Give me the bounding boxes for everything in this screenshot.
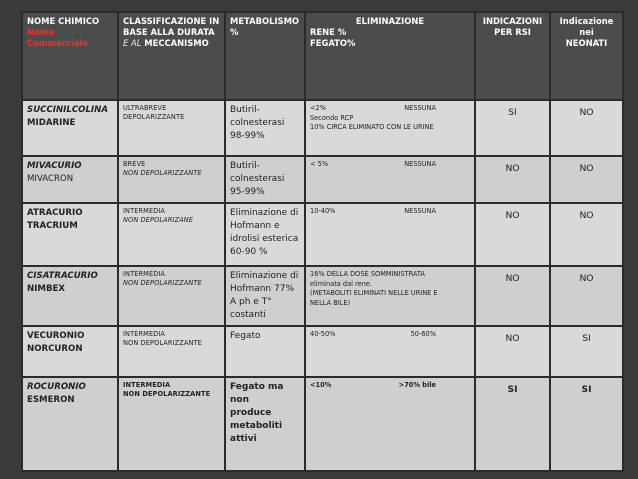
elimination-rene: <2% <box>310 104 326 112</box>
header-rsi <box>475 12 550 100</box>
header-elim-fegato: FEGATO% <box>310 38 356 48</box>
chemical-name: MIVACURIO <box>27 161 82 171</box>
header-elim-title: ELIMINAZIONE <box>355 16 425 26</box>
metabolism-line: metaboliti <box>230 421 283 431</box>
classification-mechanism: NON DEPOLARIZANE <box>123 216 193 224</box>
elimination-line <box>310 207 470 217</box>
drug-name-cell <box>22 156 118 203</box>
header-nome-chimico: NOME CHIMICO <box>27 16 100 26</box>
classification-mechanism: NON DEPOLARIZZANTE <box>123 339 202 347</box>
metabolism-line: Eliminazione di <box>230 208 299 218</box>
elimination-cell <box>305 377 475 471</box>
elimination-line <box>310 330 470 340</box>
elimination-line: 16% DELLA DOSE SOMMINISTRATA <box>310 270 425 278</box>
classification-duration: INTERMEDIA <box>123 207 166 215</box>
classification-duration: INTERMEDIA <box>123 381 171 389</box>
classification-duration: ULTRABREVE <box>123 104 167 112</box>
metabolism-line: colnesterasi <box>230 174 285 184</box>
elimination-fegato: NESSUNA <box>404 160 436 168</box>
header-rsi-line2: PER RSI <box>494 27 531 37</box>
elimination-cell <box>305 203 475 266</box>
table-row <box>22 266 623 326</box>
metabolism-line: colnesterasi <box>230 118 285 128</box>
header-class-line1: CLASSIFICAZIONE IN <box>123 16 220 26</box>
elimination-cell <box>305 156 475 203</box>
rsi-indication: NO <box>475 326 550 377</box>
table-row <box>22 377 623 471</box>
metabolism-cell <box>225 156 305 203</box>
metabolism-line: produce <box>230 408 272 418</box>
chemical-name: SUCCINILCOLINA <box>27 105 108 115</box>
header-neonati-line2: nei <box>579 27 594 37</box>
metabolism-line: Eliminazione di <box>230 271 299 281</box>
header-commerciale-label: Commerciale <box>27 38 89 48</box>
metabolism-cell <box>225 203 305 266</box>
header-class-meccanismo: MECCANISMO <box>144 38 209 48</box>
classification-cell <box>118 156 225 203</box>
rsi-indication: SI <box>475 377 550 471</box>
rsi-indication: SI <box>475 100 550 156</box>
header-metabolismo <box>225 12 305 100</box>
elimination-line: 10% CIRCA ELIMINATO CON LE URINE <box>310 123 434 131</box>
elimination-rene: <10% <box>310 381 332 389</box>
classification-cell <box>118 203 225 266</box>
table-row <box>22 156 623 203</box>
classification-duration: BREVE <box>123 160 146 168</box>
drug-name-cell <box>22 326 118 377</box>
table-row <box>22 203 623 266</box>
elimination-cell <box>305 326 475 377</box>
classification-duration: INTERMEDIA <box>123 270 166 278</box>
commercial-name: MIDARINE <box>27 118 76 128</box>
rsi-indication: NO <box>475 203 550 266</box>
metabolism-line: idrolisi esterica <box>230 234 299 244</box>
elimination-line: eliminata dal rene. <box>310 279 373 288</box>
chemical-name: ATRACURIO <box>27 208 83 218</box>
header-neonati-line3: NEONATI <box>565 38 608 48</box>
classification-cell <box>118 100 225 156</box>
metabolism-line: 95-99% <box>230 187 265 197</box>
drug-name-cell <box>22 100 118 156</box>
classification-cell <box>118 266 225 326</box>
classification-mechanism: DEPOLARIZZANTE <box>123 113 185 121</box>
neonati-indication: NO <box>550 203 623 266</box>
header-nome <box>22 12 118 100</box>
chemical-name: CISATRACURIO <box>27 271 98 281</box>
neonati-indication: NO <box>550 100 623 156</box>
classification-cell <box>118 377 225 471</box>
elimination-fegato: >70% bile <box>398 381 436 389</box>
header-neonati-line1: Indicazione <box>559 16 614 26</box>
elimination-line: Secondo RCP <box>310 113 354 122</box>
header-class-line3 <box>123 38 220 49</box>
drug-name-cell <box>22 203 118 266</box>
elimination-rene: 10-40% <box>310 207 336 215</box>
metabolism-line: A ph e T° <box>230 297 272 307</box>
elimination-rene: < 5% <box>310 160 329 168</box>
classification-mechanism: NON DEPOLARIZZANTE <box>123 169 202 177</box>
drug-name-cell <box>22 266 118 326</box>
commercial-name: NORCURON <box>27 344 83 354</box>
commercial-name: NIMBEX <box>27 284 65 294</box>
neonati-indication: SI <box>550 377 623 471</box>
metabolism-line: 98-99% <box>230 131 265 141</box>
neonati-indication: NO <box>550 266 623 326</box>
header-class-line2: BASE ALLA DURATA <box>123 27 215 37</box>
header-elim-rene: RENE % <box>310 27 347 37</box>
header-eliminazione <box>305 12 475 100</box>
metabolism-line: Butiril- <box>230 161 260 171</box>
table-row <box>22 100 623 156</box>
drug-name-cell <box>22 377 118 471</box>
elimination-rene: 40-50% <box>310 330 336 338</box>
rsi-indication: NO <box>475 266 550 326</box>
neonati-indication: NO <box>550 156 623 203</box>
metabolism-line: Fegato ma non <box>230 382 284 405</box>
table-row <box>22 326 623 377</box>
metabolism-line: Hofmann e <box>230 221 280 231</box>
metabolism-line: Butiril- <box>230 105 260 115</box>
header-metab-line1: METABOLISMO <box>230 16 300 26</box>
header-nome-label: Nome <box>27 27 55 37</box>
metabolism-line: costanti <box>230 310 266 320</box>
elimination-line <box>310 381 470 391</box>
header-neonati <box>550 12 623 100</box>
elimination-line: NELLA BILE) <box>310 298 351 307</box>
neuromuscular-blockers-table <box>21 11 624 472</box>
elimination-fegato: NESSUNA <box>404 104 436 112</box>
metabolism-cell <box>225 100 305 156</box>
classification-mechanism: NON DEPOLARIZZANTE <box>123 279 202 287</box>
chemical-name: ROCURONIO <box>27 382 86 392</box>
commercial-name: ESMERON <box>27 395 75 405</box>
classification-cell <box>118 326 225 377</box>
header-rsi-line1: INDICAZIONI <box>482 16 543 26</box>
elimination-cell <box>305 266 475 326</box>
commercial-name: MIVACRON <box>27 174 74 184</box>
elimination-line <box>310 104 470 114</box>
rsi-indication: NO <box>475 156 550 203</box>
metabolism-line: 60-90 % <box>230 247 268 257</box>
classification-duration: INTERMEDIA <box>123 330 166 338</box>
elimination-line <box>310 160 470 170</box>
metabolism-line: attivi <box>230 434 257 444</box>
neonati-indication: SI <box>550 326 623 377</box>
elimination-fegato: 50-60% <box>410 330 436 338</box>
metabolism-cell <box>225 266 305 326</box>
metabolism-cell <box>225 377 305 471</box>
chemical-name: VECURONIO <box>27 331 85 341</box>
metabolism-line: Hofmann 77% <box>230 284 294 294</box>
metabolism-cell <box>225 326 305 377</box>
header-class-eal: E AL <box>123 38 142 48</box>
metabolism-line: Fegato <box>230 331 261 341</box>
commercial-name: TRACRIUM <box>27 221 78 231</box>
header-metab-line2: % <box>230 27 239 37</box>
elimination-fegato: NESSUNA <box>404 207 436 215</box>
header-row <box>22 12 623 100</box>
classification-mechanism: NON DEPOLARIZZANTE <box>123 390 211 398</box>
elimination-cell <box>305 100 475 156</box>
header-classificazione <box>118 12 225 100</box>
elimination-line: (METABOLITI ELIMINATI NELLE URINE E <box>310 289 438 297</box>
